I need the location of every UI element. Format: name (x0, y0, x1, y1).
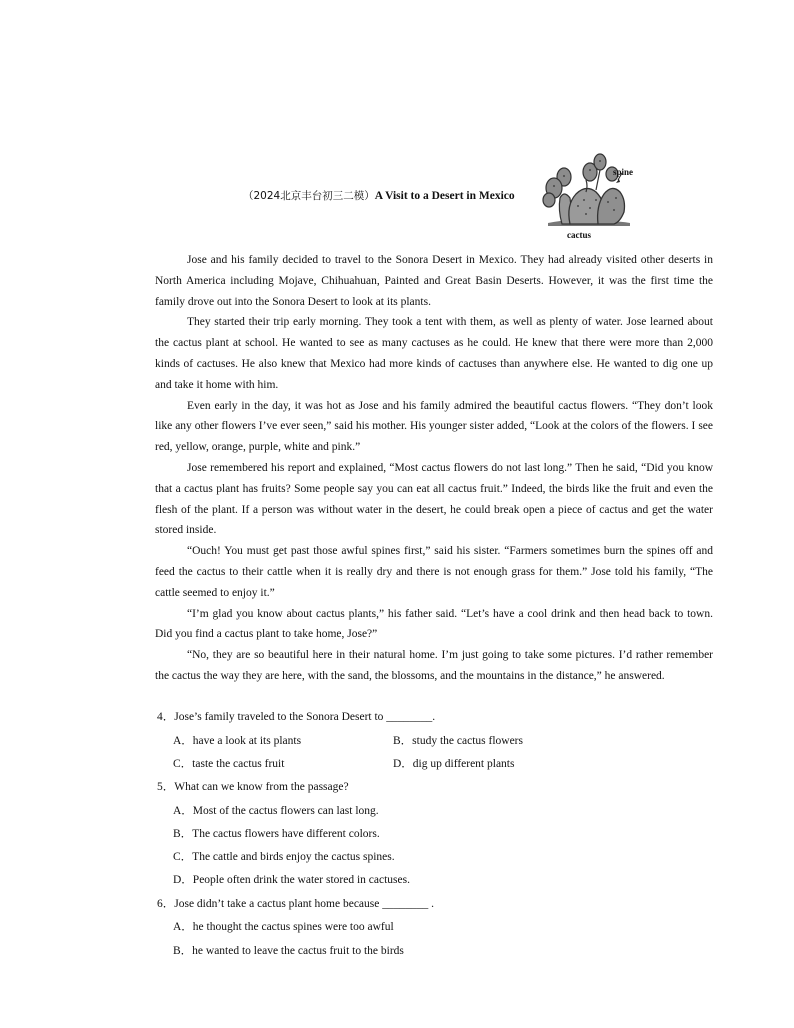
question-4-option-b: B．study the cactus flowers (393, 734, 523, 747)
paragraph-5: “Ouch! You must get past those awful spines first,” said his sister. “Farmers sometimes burn the spines off and feed the cactus to their cattle when it is really dry and there is not enough grass for them.” Jose told his family, “The cattle seemed to enjoy it.” (155, 545, 713, 599)
paragraph-3: Even early in the day, it was hot as Jose and his family admired the beautiful cactus flowers. “They don’t look like any other flowers I’ve ever seen,” said his mother. His younger sister added, “Look at the colors of the flowers. I see red, yellow, orange, purple, white and pink.” (155, 399, 713, 454)
title-row (155, 150, 715, 245)
question-4-option-d: D．dig up different plants (393, 757, 515, 770)
paragraph-4: Jose remembered his report and explained, “Most cactus flowers do not last long.” Then he said, “Did you know that a cactus plant has fruits? Some people say you can eat all cactus fruit.” Indeed, the birds like the fruit and even the flesh of the plant. If a person was without water in the desert, he could break open a piece of cactus and get the water stored inside. (155, 461, 713, 537)
question-6-stem: 6．Jose didn’t take a cactus plant home because ________ . (157, 897, 434, 910)
question-4-option-c: C．taste the cactus fruit (173, 757, 285, 770)
question-5-option-c: C．The cattle and birds enjoy the cactus spines. (173, 851, 395, 864)
cactus-icon (540, 150, 650, 245)
question-5-option-a: A．Most of the cactus flowers can last long. (173, 804, 379, 817)
reading-passage (155, 250, 713, 687)
paragraph-6: “I’m glad you know about cactus plants,” his father said. “Let’s have a cool drink and then head back to town. Did you find a cactus plant to take home, Jose?” (155, 607, 713, 641)
passage-title (243, 188, 515, 203)
question-5-option-d: D．People often drink the water stored in cactuses. (173, 874, 410, 887)
spine-label: spine (613, 167, 634, 177)
question-6-option-b: B．he wanted to leave the cactus fruit to the birds (173, 944, 404, 957)
question-4-options-row-2 (155, 754, 713, 777)
title-text: A Visit to a Desert in Mexico (374, 190, 515, 202)
question-5-stem: 5．What can we know from the passage? (157, 781, 349, 794)
question-4-stem: 4．Jose’s family traveled to the Sonora Desert to ________. (157, 711, 436, 723)
question-6-option-a: A．he thought the cactus spines were too awful (173, 921, 394, 934)
paragraph-7: “No, they are so beautiful here in their natural home. I’m just going to take some pictures. I’d rather remember the cactus the way they are here, with the sand, the blossoms, and the mountains in the distance,” he answered. (155, 649, 713, 682)
question-4-option-a: A．have a look at its plants (173, 734, 302, 747)
exam-source: （2024北京丰台初三二模） (243, 190, 375, 202)
cactus-label: cactus (567, 230, 591, 240)
cactus-figure (540, 150, 650, 245)
question-4-options-row-1 (155, 731, 713, 754)
questions-section (155, 707, 713, 964)
paragraph-1: Jose and his family decided to travel to the Sonora Desert in Mexico. They had already visited other deserts in North America including Mojave, Chihuahuan, Painted and Great Basin Deserts. However, it was the first time the family drove out into the Sonora Desert to look at its plants. (155, 254, 713, 308)
question-5-option-b: B．The cactus flowers have different colors. (173, 827, 380, 840)
paragraph-2: They started their trip early morning. They took a tent with them, as well as plenty of water. Jose learned about the cactus plant at school. He wanted to see as many cactuses as he could. He knew that there were more than 2,000 kinds of cactuses. He also knew that Mexico had more kinds of cactuses than anywhere else. He wanted to dig one up and take it home with him. (155, 316, 713, 391)
